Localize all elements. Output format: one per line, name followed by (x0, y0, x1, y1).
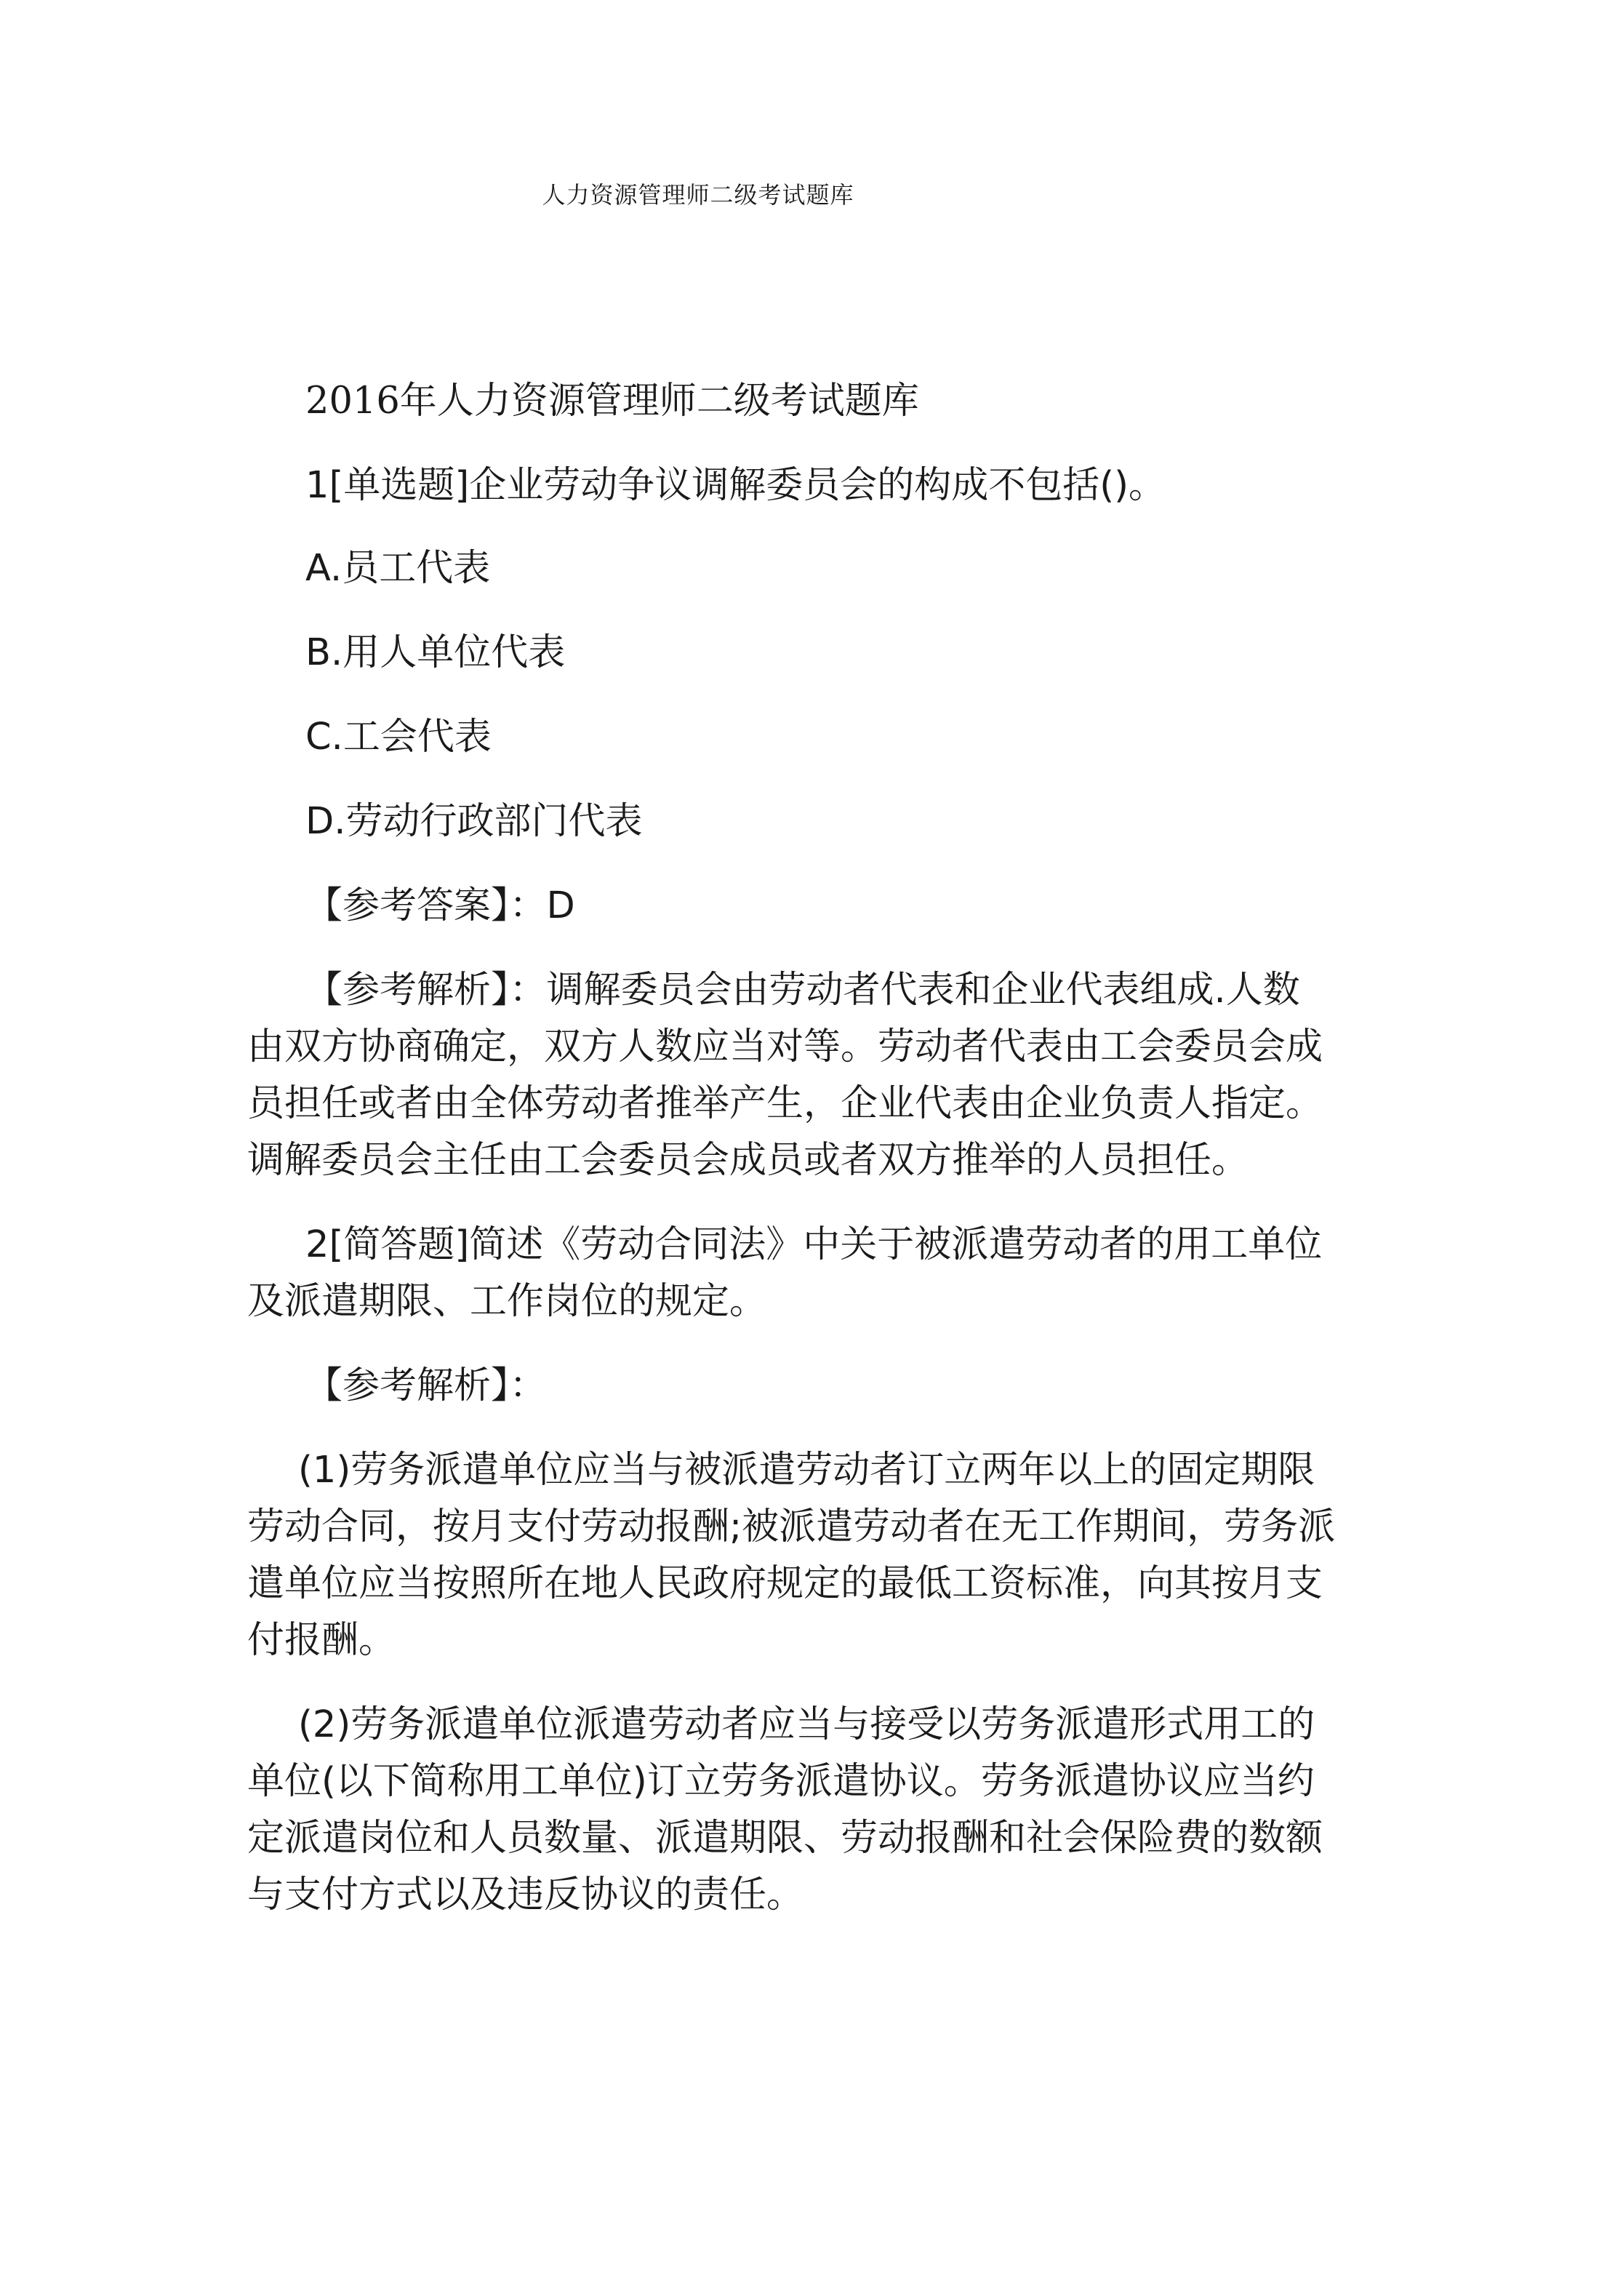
analysis-line: 员担任或者由全体劳动者推举产生，企业代表由企业负责人指定。 (247, 1082, 1323, 1125)
question-1-option-c: C.工会代表 (305, 716, 492, 759)
paragraph-line: (2)劳务派遣单位派遣劳动者应当与接受以劳务派遣形式用工的 (298, 1703, 1315, 1746)
question-1-answer: 【参考答案】：D (305, 884, 575, 927)
paragraph-line: 单位(以下简称用工单位)订立劳务派遣协议。劳务派遣协议应当约 (247, 1760, 1315, 1803)
question-1-option-d: D.劳动行政部门代表 (305, 800, 643, 843)
paragraph-line: 劳动合同，按月支付劳动报酬;被派遣劳动者在无工作期间，劳务派 (247, 1505, 1336, 1548)
stem-line: 2[简答题]简述《劳动合同法》中关于被派遣劳动者的用工单位 (305, 1223, 1323, 1266)
paragraph-line: 定派遣岗位和人员数量、派遣期限、劳动报酬和社会保险费的数额 (247, 1817, 1323, 1860)
analysis-line: 由双方协商确定，双方人数应当对等。劳动者代表由工会委员会成 (247, 1025, 1323, 1068)
question-1-stem: 1[单选题]企业劳动争议调解委员会的构成不包括()。 (305, 464, 1166, 507)
stem-line: 及派遣期限、工作岗位的规定。 (247, 1280, 767, 1323)
question-1-option-b: B.用人单位代表 (305, 631, 566, 674)
question-1-option-a: A.员工代表 (305, 547, 491, 590)
document-title: 2016年人力资源管理师二级考试题库 (305, 380, 919, 423)
paragraph-line: (1)劳务派遣单位应当与被派遣劳动者订立两年以上的固定期限 (298, 1449, 1315, 1492)
analysis-line: 【参考解析】：调解委员会由劳动者代表和企业代表组成.人数 (305, 969, 1300, 1012)
running-header: 人力资源管理师二级考试题库 (542, 181, 854, 209)
paragraph-line: 遣单位应当按照所在地人民政府规定的最低工资标准，向其按月支 (247, 1562, 1323, 1605)
paragraph-line: 与支付方式以及违反协议的责任。 (247, 1873, 804, 1916)
analysis-line: 调解委员会主任由工会委员会成员或者双方推举的人员担任。 (247, 1139, 1249, 1182)
question-2-analysis-label: 【参考解析】： (305, 1364, 547, 1407)
paragraph-line: 付报酬。 (247, 1619, 396, 1662)
